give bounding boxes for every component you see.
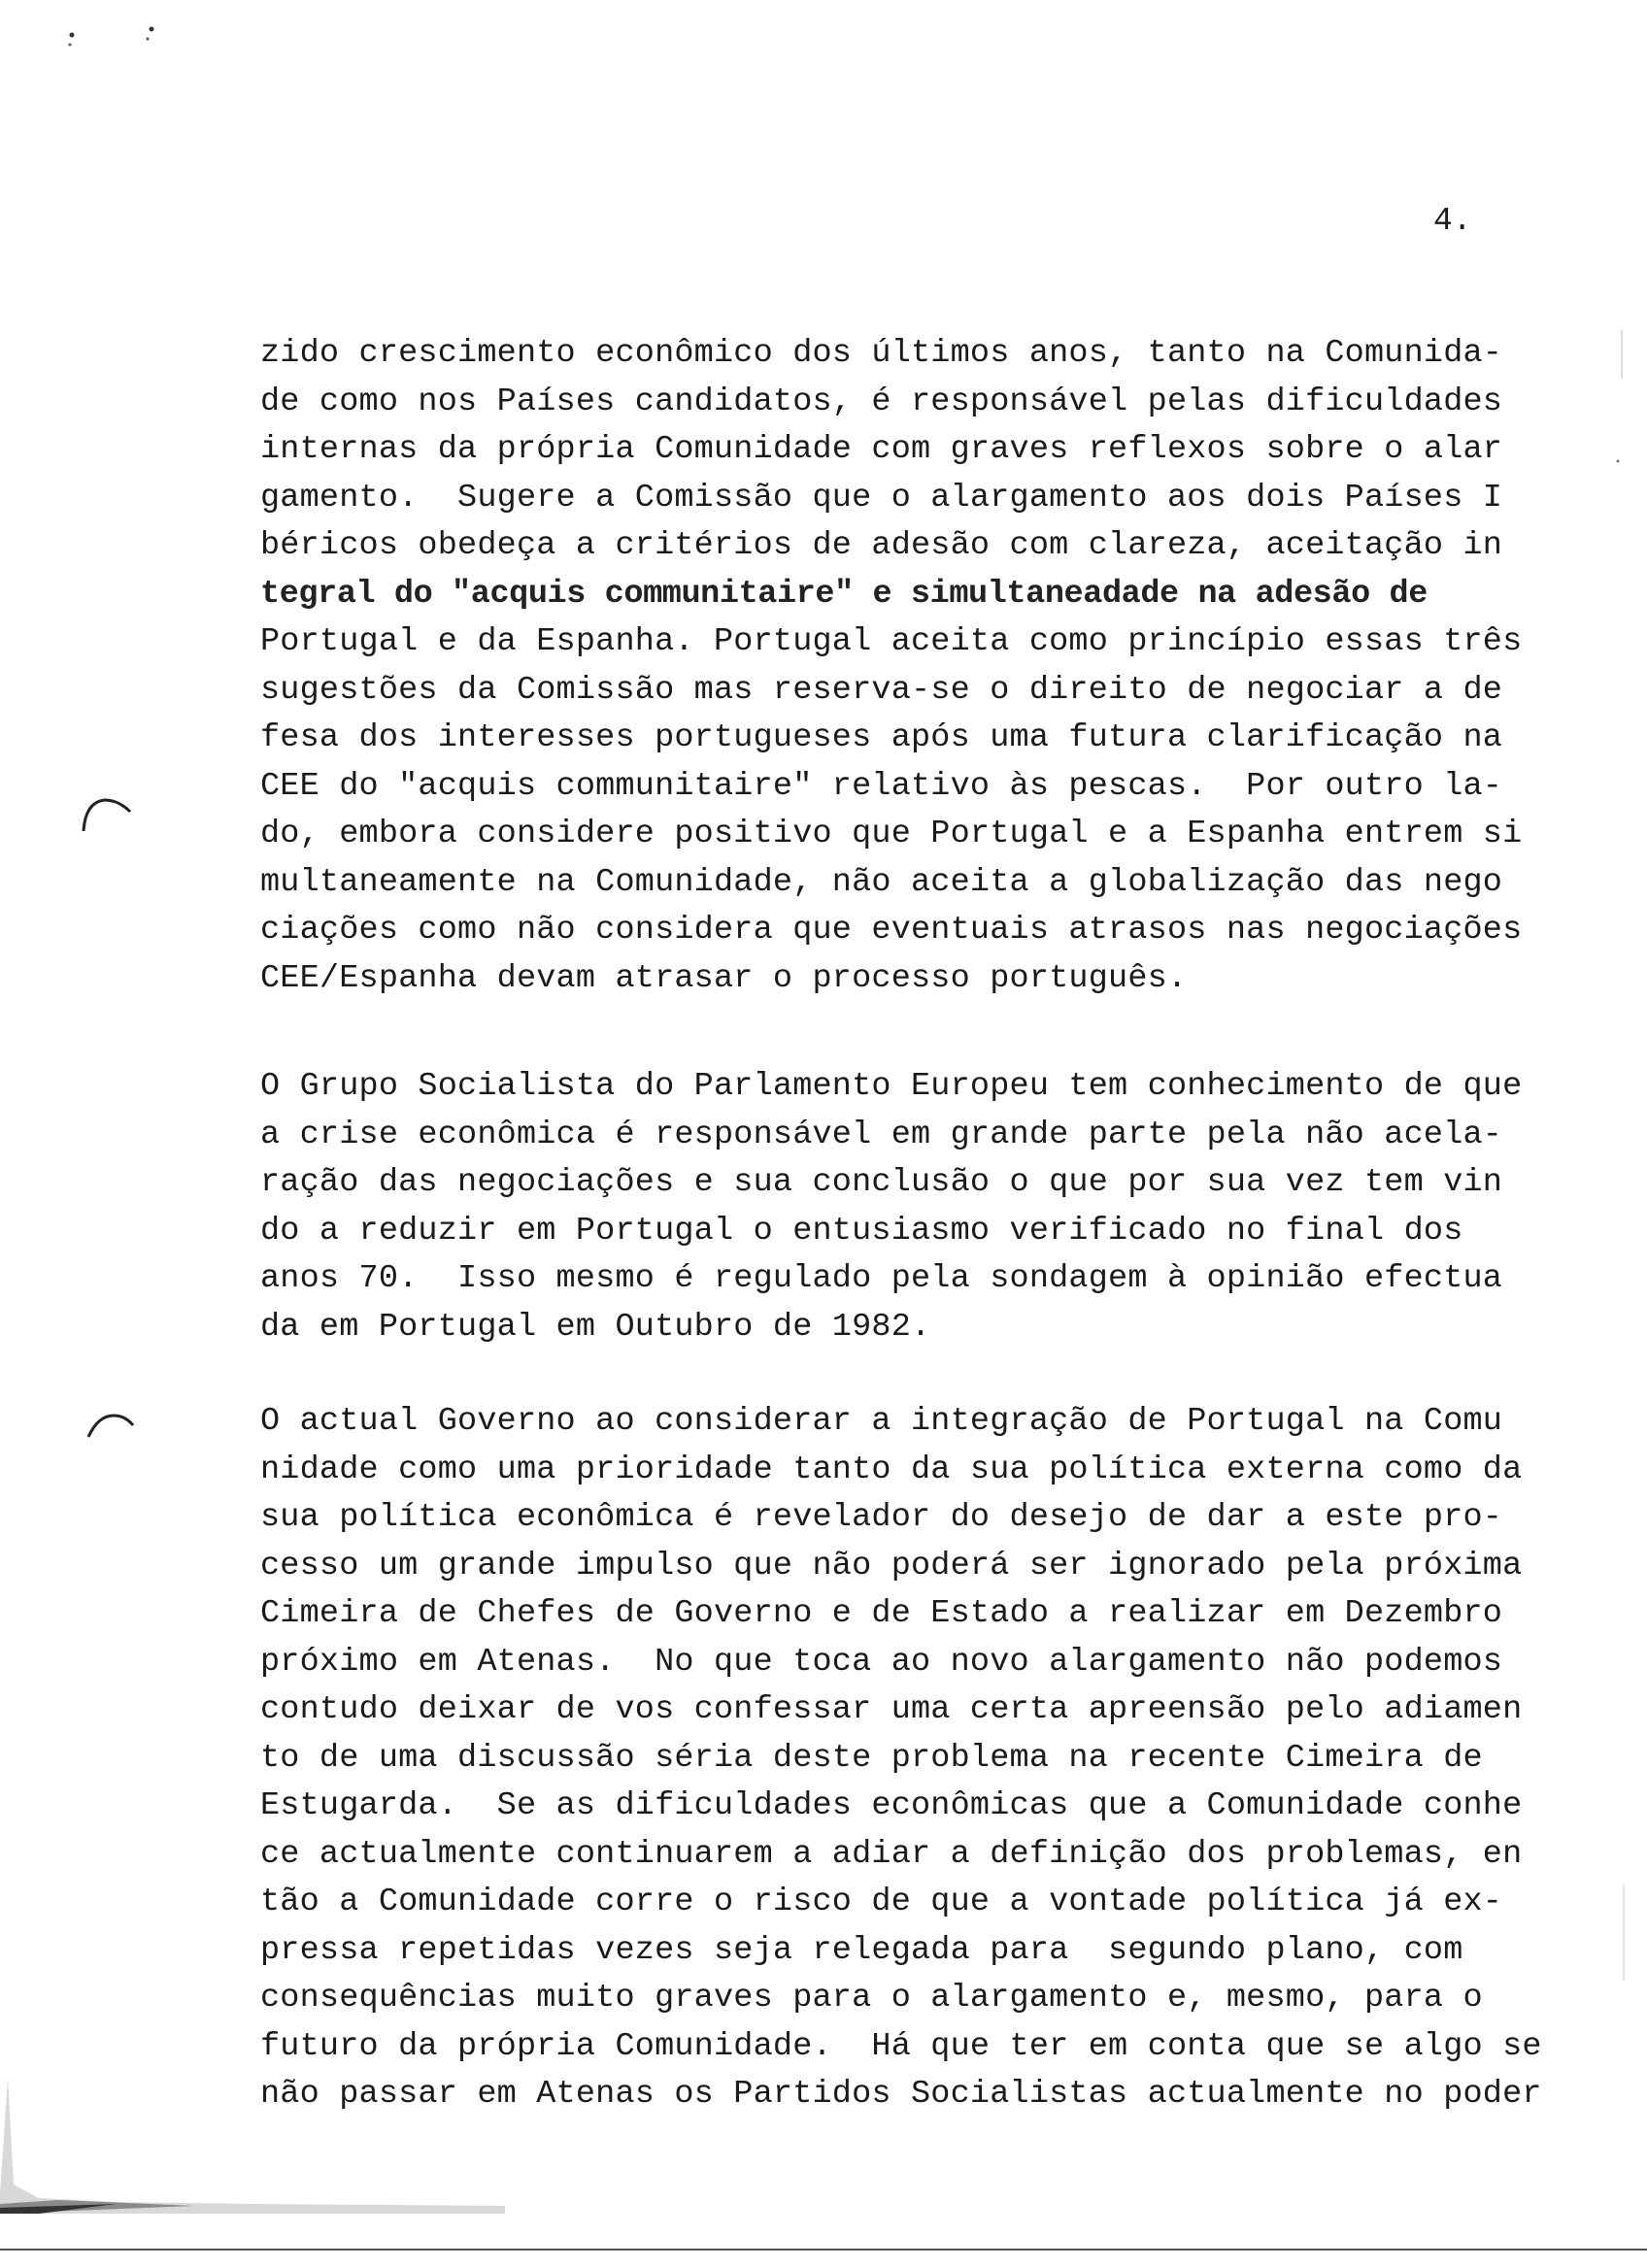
text-line: gamento. Sugere a Comissão que o alargamento aos dois Países I bbox=[260, 479, 1503, 517]
staple-mark bbox=[76, 796, 134, 835]
paragraph-1 bbox=[260, 330, 1552, 1003]
text-line: pressa repetidas vezes seja relegada para segundo plano, com bbox=[260, 1931, 1463, 1969]
page-number: 4. bbox=[1433, 203, 1472, 239]
text-line: sugestões da Comissão mas reserva-se o direito de negociar a de bbox=[260, 671, 1503, 709]
text-line: Portugal e da Espanha. Portugal aceita como princípio essas três bbox=[260, 623, 1523, 660]
text-line: de como nos Países candidatos, é responsável pelas dificuldades bbox=[260, 383, 1503, 420]
text-line: multaneamente na Comunidade, não aceita a globalização das nego bbox=[260, 863, 1503, 901]
text-line: do a reduzir em Portugal o entusiasmo verificado no final dos bbox=[260, 1212, 1463, 1250]
text-line: consequências muito graves para o alargamento e, mesmo, para o bbox=[260, 1980, 1483, 2017]
text-line: zido crescimento econômico dos últimos anos, tanto na Comunida- bbox=[260, 335, 1503, 372]
text-line: a crise econômica é responsável em grande parte pela não acela- bbox=[260, 1116, 1503, 1153]
text-line: CEE/Espanha devam atrasar o processo português. bbox=[260, 959, 1188, 997]
text-line: da em Portugal em Outubro de 1982. bbox=[260, 1308, 931, 1346]
text-line: nidade como uma prioridade tanto da sua política externa como da bbox=[260, 1451, 1523, 1488]
text-line: do, embora considere positivo que Portugal e a Espanha entrem si bbox=[260, 816, 1523, 852]
text-line: O Grupo Socialista do Parlamento Europeu tem conhecimento de que bbox=[260, 1068, 1523, 1105]
text-line: não passar em Atenas os Partidos Socialistas actualmente no poder bbox=[260, 2076, 1542, 2113]
text-line: ciações como não considera que eventuais atrasos nas negociações bbox=[260, 912, 1523, 949]
text-line: sua política econômica é revelador do desejo de dar a este pro- bbox=[260, 1499, 1503, 1536]
text-line: ração das negociações e sua conclusão o que por sua vez tem vin bbox=[260, 1164, 1503, 1201]
text-line: anos 70. Isso mesmo é regulado pela sondagem à opinião efectua bbox=[260, 1260, 1503, 1297]
scan-specks bbox=[49, 19, 165, 58]
text-line: Cimeira de Chefes de Governo e de Estado a realizar em Dezembro bbox=[260, 1595, 1503, 1632]
text-line: to de uma discussão séria deste problema na recente Cimeira de bbox=[260, 1739, 1483, 1777]
text-line: contudo deixar de vos confessar uma certa apreensão pelo adiamen bbox=[260, 1691, 1523, 1728]
staple-mark bbox=[83, 1408, 141, 1447]
text-line: ce actualmente continuarem a adiar a definição dos problemas, en bbox=[260, 1835, 1523, 1873]
text-line: fesa dos interesses portugueses após uma futura clarificação na bbox=[260, 719, 1503, 756]
text-line: CEE do "acquis communitaire" relativo às pescas. Por outro la- bbox=[260, 767, 1503, 805]
text-line: futuro da própria Comunidade. Há que ter em conta que se algo se bbox=[260, 2027, 1542, 2065]
paragraph-2 bbox=[260, 1063, 1552, 1351]
text-line: tão a Comunidade corre o risco de que a vontade política já ex- bbox=[260, 1884, 1503, 1920]
text-line: O actual Governo ao considerar a integração de Portugal na Comu bbox=[260, 1403, 1503, 1440]
text-line: Estugarda. Se as dificuldades econômicas que a Comunidade conhe bbox=[260, 1787, 1523, 1824]
binding-shadow bbox=[0, 2078, 505, 2214]
paragraph-3 bbox=[260, 1398, 1552, 2119]
text-line: béricos obedeça a critérios de adesão com clareza, aceitação in bbox=[260, 527, 1503, 564]
margin-specks bbox=[1612, 311, 1641, 2155]
text-line: próximo em Atenas. No que toca ao novo alargamento não podemos bbox=[260, 1643, 1503, 1681]
scan-edge-line bbox=[0, 2249, 1647, 2251]
text-line: internas da própria Comunidade com graves reflexos sobre o alar bbox=[260, 431, 1503, 468]
text-line: cesso um grande impulso que não poderá ser ignorado pela próxima bbox=[260, 1547, 1523, 1584]
text-line: tegral do "acquis communitaire" e simultaneadade na adesão de bbox=[260, 575, 1428, 613]
